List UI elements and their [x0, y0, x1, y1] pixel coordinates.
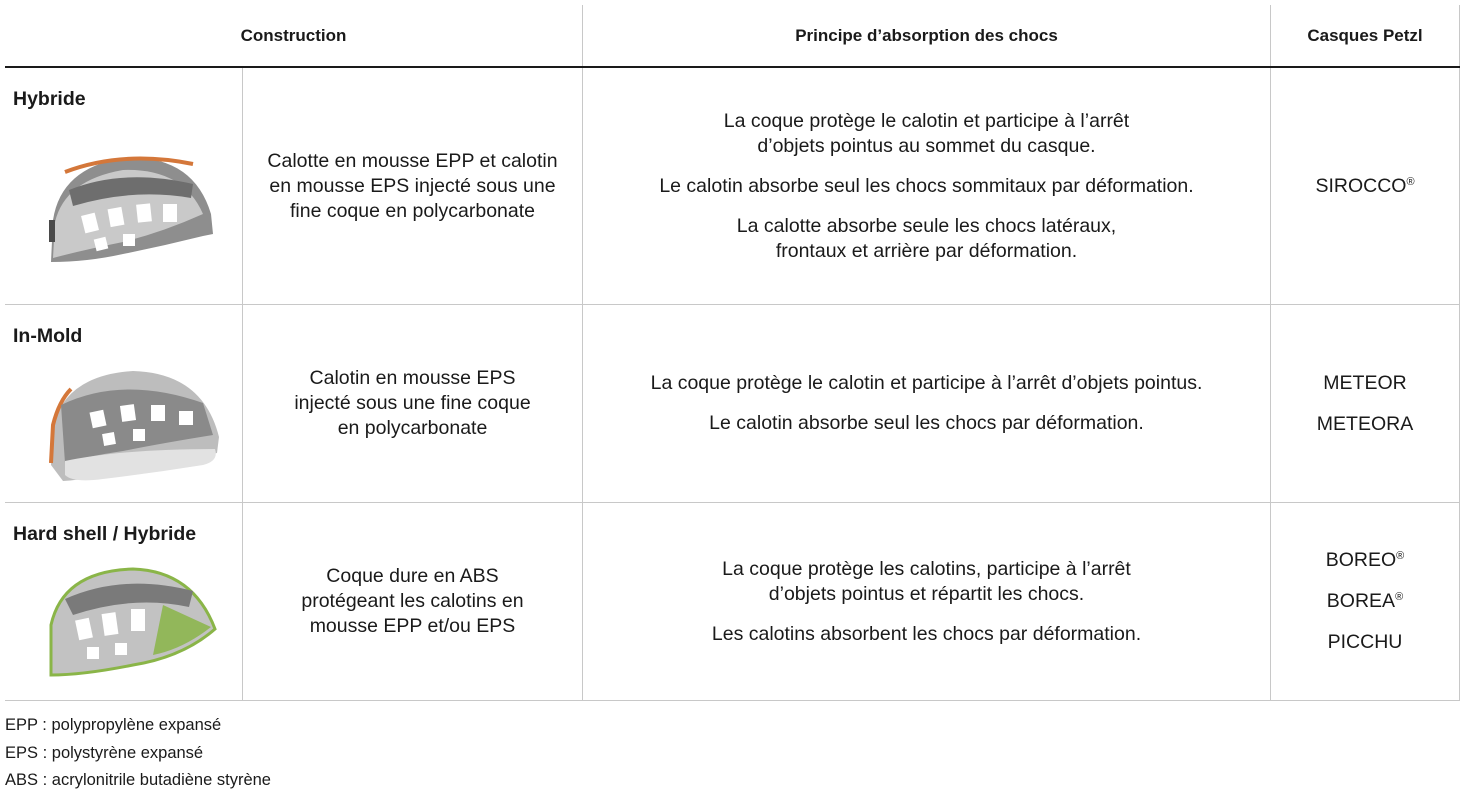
helmet-models — [1271, 305, 1459, 502]
principle-text: La coque protège les calotins, participe à l’arrêt d’objets pointus et répartit les chocs. — [722, 557, 1131, 605]
principle-text: La coque protège le calotin et participe à l’arrêt d’objets pointus au sommet du casque. — [723, 109, 1130, 157]
helmet-model: BOREA® — [1326, 590, 1404, 612]
principle-description — [583, 503, 1270, 700]
principle-description — [583, 305, 1270, 502]
hard-shell-helmet-image — [43, 565, 219, 683]
principle-text: Le calotin absorbe seul les chocs sommitaux par déformation. — [659, 174, 1194, 197]
construction-description — [243, 503, 582, 700]
footnotes — [5, 712, 271, 795]
construction-text: Coque dure en ABS protégeant les calotins en mousse EPP et/ou EPS — [301, 565, 524, 637]
table-row-hard-shell — [5, 503, 1460, 700]
helmet-model: METEOR — [1323, 371, 1407, 394]
principle-description — [583, 68, 1270, 304]
construction-type: Hybride — [13, 88, 86, 110]
helmet-models — [1271, 503, 1459, 700]
principle-text: La coque protège le calotin et participe à l’arrêt d’objets pointus. — [650, 372, 1203, 394]
hybrid-helmet-image — [43, 150, 217, 268]
header-principle: Principe d’absorption des chocs — [795, 26, 1058, 45]
footnote-abs: ABS : acrylonitrile butadiène styrène — [5, 771, 271, 789]
header-construction: Construction — [240, 26, 347, 45]
footnote-eps: EPS : polystyrène expansé — [5, 743, 204, 762]
helmet-model: BOREO® — [1325, 549, 1405, 571]
table-row-hybride — [5, 68, 1460, 304]
table-row-in-mold — [5, 305, 1460, 502]
construction-text: Calotte en mousse EPP et calotin en mousse EPS injecté sous une fine coque en polycarbonate — [267, 149, 558, 222]
header-helmets: Casques Petzl — [1307, 26, 1423, 45]
in-mold-helmet-image — [43, 365, 223, 483]
construction-type: In-Mold — [13, 325, 83, 347]
helmet-model: PICCHU — [1327, 631, 1403, 653]
principle-text: Le calotin absorbe seul les chocs par déformation. — [709, 412, 1144, 434]
helmet-model: METEORA — [1316, 412, 1414, 435]
footnote-epp: EPP : polypropylène expansé — [5, 716, 222, 734]
row-divider — [5, 700, 1460, 701]
principle-text: Les calotins absorbent les chocs par déformation. — [711, 622, 1142, 645]
helmet-model: SIROCCO® — [1315, 174, 1415, 197]
construction-type: Hard shell / Hybride — [13, 523, 197, 545]
construction-description — [243, 68, 582, 304]
construction-text: Calotin en mousse EPS injecté sous une fine coque en polycarbonate — [294, 367, 531, 439]
helmet-models — [1271, 68, 1459, 304]
construction-description — [243, 305, 582, 502]
principle-text: La calotte absorbe seule les chocs latéraux, frontaux et arrière par déformation. — [736, 214, 1117, 262]
